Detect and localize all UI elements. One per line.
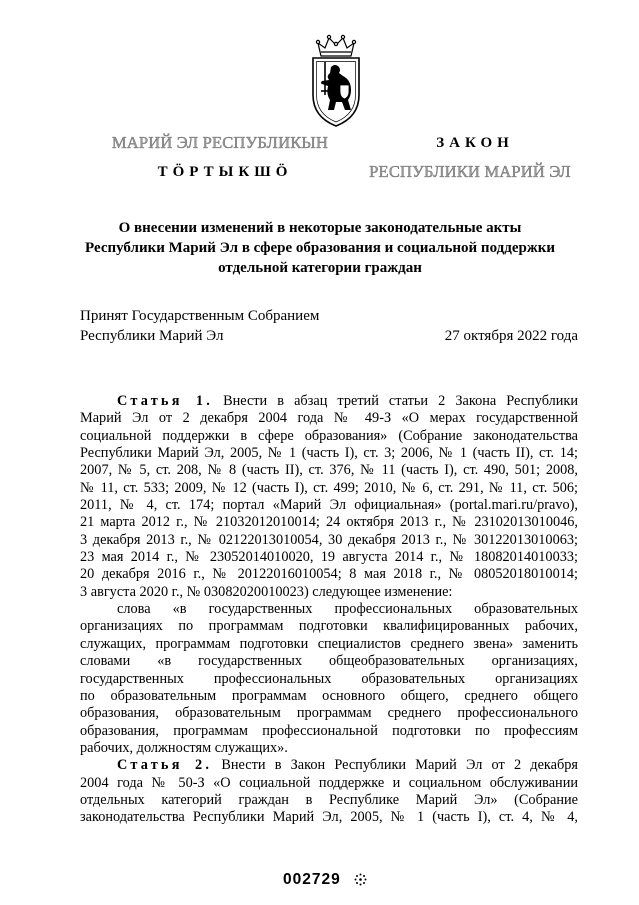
body-line: образования, программам профессиональной подготовки по профессиям [80,722,578,739]
body-line: 20 декабря 2016 г., № 20122016010054; 8 мая 2018 г., № 08052018010014; [80,566,578,583]
body-line [80,757,578,774]
body-line: Республики Марий Эл, 2005, № 1 (часть I), ст. 3; 2006, № 1 (часть II), ст. 14; [80,445,578,462]
body-line: 3 августа 2020 г., № 03082020010023) следующее изменение: [80,583,453,600]
body-line: образования, образовательным программам среднего профессионального [80,705,578,722]
law-body [80,393,578,827]
body-line: социальной поддержки в сфере образования» (Собрание законодательства [80,427,578,444]
body-line: организациях по программам подготовки квалифицированных рабочих, [80,618,578,635]
header-republic-russian: РЕСПУБЛИКИ МАРИЙ ЭЛ [369,162,571,181]
law-title [40,218,600,278]
body-line: законодательства Республики Марий Эл, 2005, № 1 (часть I), ст. 4, № 4, [80,809,578,826]
body-line: 2004 года № 50-З «О социальной поддержке и социальном обслуживании [80,774,578,791]
document-serial-number: 002729 [283,871,341,888]
law-title-line: Республики Марий Эл в сфере образования и социальной поддержки [85,240,555,256]
adoption-line: Республики Марий Эл [80,328,224,344]
body-line: № 11, ст. 533; 2009, № 12 (часть I), ст. 499; 2010, № 6, ст. 291, № 11, ст. 506; [80,479,578,496]
ornament-icon [354,873,367,886]
body-line-text: Внести в Закон Республики Марий Эл от 2 декабря [221,757,579,774]
adoption-block [80,306,578,346]
body-line: 2011, № 4, ст. 174; портал «Марий Эл официальная» (portal.mari.ru/pravo), [80,497,578,514]
body-line: словами «в государственных общеобразовательных организациях, [80,653,578,670]
article-heading: Статья 2. [117,757,213,774]
body-line [80,393,578,410]
adoption-row [80,326,578,346]
article-1 [80,393,578,601]
small-shield-icon [340,85,349,99]
body-line: 23 мая 2014 г., № 23052014010020, 19 августа 2014 г., № 18082014010033; [80,549,578,566]
adoption-line: Принят Государственным Собранием [80,308,320,324]
body-line: 2007, № 5, ст. 208, № 8 (часть II), ст. 376, № 11 (часть I), ст. 490, 501; 2008, [80,462,578,479]
body-line: государственных профессиональных образовательных организациях [80,670,578,687]
article-heading: Статья 1. [117,393,214,409]
body-line: 21 марта 2012 г., № 21032012010014; 24 октября 2013 г., № 23102013010046, [80,514,578,531]
body-line: по образовательным программам основного общего, среднего общего [80,687,578,704]
body-line: отдельных категорий граждан в Республике Марий Эл» (Собрание [80,791,578,808]
law-title-line: О внесении изменений в некоторые законодательные акты [118,220,522,236]
amendment-text [80,601,578,757]
crown-icon [316,35,355,56]
header-republic-mari: МАРИЙ ЭЛ РЕСПУБЛИКЫН [111,133,329,152]
body-line: служащих, программам подготовки специалистов среднего звена» заменить [80,635,578,652]
coat-of-arms-icon [304,33,368,129]
header-law-label-mari: ТӦРТЫКШӦ [157,164,293,180]
law-title-line: отдельной категории граждан [218,260,422,276]
article-2 [80,757,578,826]
header-law-label: ЗАКОН [436,135,514,151]
body-line-text: Внести в абзац третий статьи 2 Закона Республики [223,393,578,409]
body-line: рабочих, должностям служащих». [80,739,288,756]
body-line: 3 декабря 2013 г., № 02122013010054, 30 декабря 2013 г., № 30122013010063; [80,531,578,548]
body-line: слова «в государственных профессиональных образовательных [117,601,578,618]
adoption-date: 27 октября 2022 года [444,328,578,344]
body-line: Марий Эл от 2 декабря 2004 года № 49-З «О мерах государственной [80,410,578,427]
